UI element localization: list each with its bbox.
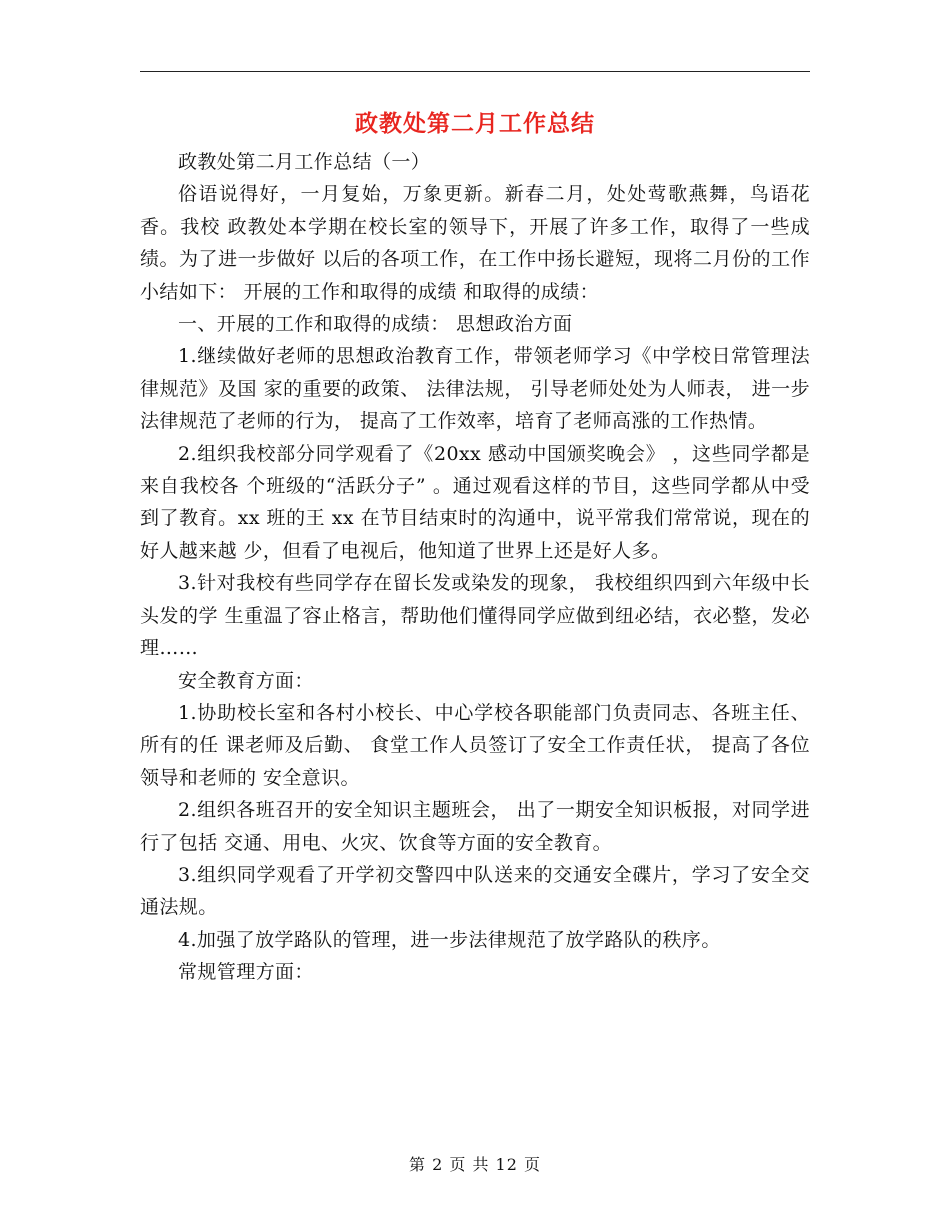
paragraph: 常规管理方面： [178,961,314,984]
paragraph: 1.协助校长室和各村小校长、中心学校各职能部门负责同志、各班主任、所有的任 课老师及后勤、 食堂工作人员签订了安全工作责任状， 提高了各位领导和老师的 安全意识。 [140,701,810,789]
paragraph: 4.加强了放学路队的管理，进一步法律规范了放学路队的秩序。 [178,928,721,951]
document-title: 政教处第二月工作总结 [355,110,595,137]
paragraph: 2.组织我校部分同学观看了《20xx 感动中国颁奖晚会》 ，这些同学都是来自我校各 个班级的“活跃分子” 。通过观看这样的节目，这些同学都从中受到了教育。xx 班的王 xx 在节目结束时的沟通中，说平常我们常常说，现在的好人越来越 少，但看了电视后，他知道了世界上还是好人多。 [140,442,810,562]
paragraph: 3.组织同学观看了开学初交警四中队送来的交通安全碟片，学习了安全交通法规。 [140,863,810,919]
paragraph: 3.针对我校有些同学存在留长发或染发的现象， 我校组织四到六年级中长头发的学 生重温了容止格言，帮助他们懂得同学应做到纽必结，衣必整，发必理…… [140,572,810,660]
paragraph: 俗语说得好，一月复始，万象更新。新春二月，处处莺歌燕舞，鸟语花香。我校 政教处本学期在校长室的领导下，开展了许多工作，取得了一些成绩。为了进一步做好 以后的各项工作，在工作中扬长避短，现将二月份的工作小结如下： 开展的工作和取得的成绩 和取得的成绩： [140,183,810,303]
paragraph: 一、开展的工作和取得的成绩： 思想政治方面 [178,313,573,336]
page-footer: 第 2 页 共 12 页 [409,1155,541,1174]
paragraph: 1.继续做好老师的思想政治教育工作，带领老师学习《中学校日常管理法律规范》及国 家的重要的政策、 法律法规， 引导老师处处为人师表， 进一步法律规范了老师的行为， 提高了工作效率，培育了老师高涨的工作热情。 [140,345,810,433]
header-rule [140,71,810,72]
paragraph: 2.组织各班召开的安全知识主题班会， 出了一期安全知识板报，对同学进行了包括 交通、用电、火灾、饮食等方面的安全教育。 [140,799,810,854]
paragraph: 政教处第二月工作总结（一） [178,151,431,173]
document-body [140,146,810,989]
paragraph: 安全教育方面： [178,669,314,692]
